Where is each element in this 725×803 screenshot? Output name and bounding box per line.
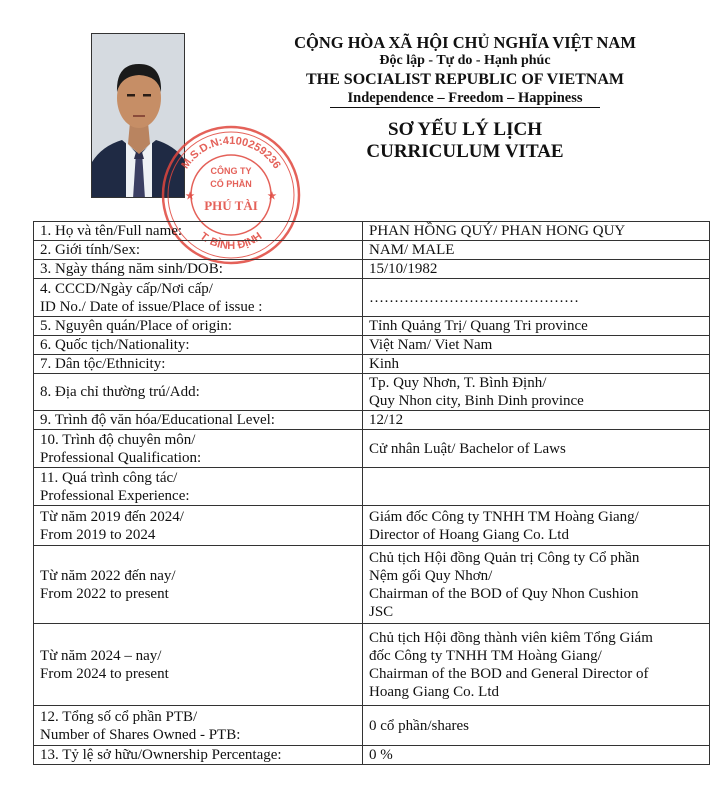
cv-field-label bbox=[34, 546, 363, 624]
label-line: Professional Experience: bbox=[40, 487, 190, 504]
document-title-vi: SƠ YẾU LÝ LỊCH bbox=[388, 119, 542, 140]
value-line: 15/10/1982 bbox=[369, 261, 438, 277]
cv-row bbox=[34, 468, 710, 506]
cv-row bbox=[34, 546, 710, 624]
value-line: 12/12 bbox=[369, 412, 404, 428]
value-line: Tỉnh Quảng Trị/ Quang Tri province bbox=[369, 318, 588, 334]
cv-field-value bbox=[363, 241, 710, 260]
seal-text-top: M.S.D.N:4100259236 bbox=[179, 134, 283, 172]
value-line: Quy Nhon city, Binh Dinh province bbox=[369, 393, 584, 409]
cv-field-label bbox=[34, 222, 363, 241]
label-line: From 2019 to 2024 bbox=[40, 526, 156, 543]
cv-field-value bbox=[363, 706, 710, 746]
header-divider bbox=[330, 107, 600, 108]
label-line: 13. Tỷ lệ sở hữu/Ownership Percentage: bbox=[40, 747, 282, 763]
cv-row bbox=[34, 411, 710, 430]
value-line: 0 % bbox=[369, 747, 393, 763]
value-line: Tp. Quy Nhơn, T. Bình Định/ bbox=[369, 375, 547, 391]
cv-field-label bbox=[34, 430, 363, 468]
label-line: 9. Trình độ văn hóa/Educational Level: bbox=[40, 412, 275, 428]
national-motto-en: Independence – Freedom – Happiness bbox=[347, 90, 583, 106]
svg-text:★: ★ bbox=[185, 191, 195, 202]
label-line: Professional Qualification: bbox=[40, 449, 202, 466]
cv-field-label bbox=[34, 706, 363, 746]
cv-field-value bbox=[363, 222, 710, 241]
cv-field-value bbox=[363, 336, 710, 355]
cv-field-label bbox=[34, 241, 363, 260]
cv-field-value bbox=[363, 279, 710, 317]
national-motto-vi: Độc lập - Tự do - Hạnh phúc bbox=[379, 53, 551, 68]
cv-row bbox=[34, 222, 710, 241]
label-line: Từ năm 2022 đến nay/ bbox=[40, 567, 176, 584]
value-line: Director of Hoang Giang Co. Ltd bbox=[369, 526, 569, 543]
cv-field-value bbox=[363, 746, 710, 765]
label-line: Từ năm 2024 – nay/ bbox=[40, 647, 162, 664]
cv-row bbox=[34, 430, 710, 468]
value-line: Hoang Giang Co. Ltd bbox=[369, 683, 499, 700]
cv-field-value bbox=[363, 317, 710, 336]
value-line: đốc Công ty TNHH TM Hoàng Giang/ bbox=[369, 647, 602, 664]
cv-field-label bbox=[34, 317, 363, 336]
cv-row bbox=[34, 260, 710, 279]
value-line: Cử nhân Luật/ Bachelor of Laws bbox=[369, 440, 566, 457]
cv-field-label bbox=[34, 374, 363, 411]
cv-table bbox=[33, 221, 710, 765]
value-line: Nệm gối Quy Nhơn/ bbox=[369, 567, 493, 584]
cv-field-label bbox=[34, 624, 363, 706]
value-line: Chủ tịch Hội đồng thành viên kiêm Tổng Giám bbox=[369, 629, 653, 646]
label-line: 11. Quá trình công tác/ bbox=[40, 469, 178, 486]
cv-field-value bbox=[363, 546, 710, 624]
label-line: 1. Họ và tên/Full name: bbox=[40, 223, 183, 239]
cv-field-label bbox=[34, 355, 363, 374]
label-line: 12. Tổng số cổ phần PTB/ bbox=[40, 708, 198, 725]
document-header bbox=[270, 33, 660, 163]
label-line: Từ năm 2019 đến 2024/ bbox=[40, 508, 184, 525]
cv-field-label bbox=[34, 506, 363, 546]
cv-field-value bbox=[363, 430, 710, 468]
national-title-en: THE SOCIALIST REPUBLIC OF VIETNAM bbox=[306, 71, 624, 88]
label-line: 2. Giới tính/Sex: bbox=[40, 242, 141, 258]
value-line: …………………………………… bbox=[369, 289, 579, 306]
cv-field-value bbox=[363, 624, 710, 706]
cv-field-value bbox=[363, 506, 710, 546]
cv-field-label bbox=[34, 411, 363, 430]
value-line: Giám đốc Công ty TNHH TM Hoàng Giang/ bbox=[369, 508, 639, 525]
cv-row bbox=[34, 374, 710, 411]
cv-field-label bbox=[34, 746, 363, 765]
seal-text-bottom: T. BÌNH ĐỊNH bbox=[197, 230, 265, 253]
cv-row bbox=[34, 279, 710, 317]
label-line: 7. Dân tộc/Ethnicity: bbox=[40, 356, 166, 372]
label-line: 5. Nguyên quán/Place of origin: bbox=[40, 318, 233, 334]
cv-row bbox=[34, 355, 710, 374]
cv-field-label bbox=[34, 468, 363, 506]
seal-text-company: CÔNG TY bbox=[210, 166, 252, 176]
cv-row bbox=[34, 624, 710, 706]
value-line: JSC bbox=[369, 603, 394, 620]
label-line: ID No./ Date of issue/Place of issue : bbox=[40, 298, 263, 315]
label-line: 4. CCCD/Ngày cấp/Nơi cấp/ bbox=[40, 280, 213, 297]
cv-field-label bbox=[34, 279, 363, 317]
cv-field-value bbox=[363, 355, 710, 374]
national-title-vi: CỘNG HÒA XÃ HỘI CHỦ NGHĨA VIỆT NAM bbox=[294, 33, 636, 52]
value-line: Việt Nam/ Viet Nam bbox=[369, 337, 493, 353]
value-line: Chairman of the BOD of Quy Nhon Cushion bbox=[369, 585, 639, 602]
label-line: From 2024 to present bbox=[40, 665, 169, 682]
label-line: 3. Ngày tháng năm sinh/DOB: bbox=[40, 261, 223, 277]
value-line: 0 cổ phần/shares bbox=[369, 717, 469, 734]
cv-row bbox=[34, 706, 710, 746]
value-line: NAM/ MALE bbox=[369, 242, 455, 258]
svg-text:★: ★ bbox=[267, 191, 277, 202]
cv-row bbox=[34, 746, 710, 765]
label-line: 10. Trình độ chuyên môn/ bbox=[40, 431, 196, 448]
value-line: PHAN HỒNG QUÝ/ PHAN HONG QUY bbox=[369, 223, 626, 239]
label-line: 8. Địa chỉ thường trú/Add: bbox=[40, 384, 200, 400]
cv-field-value bbox=[363, 260, 710, 279]
label-line: Number of Shares Owned - PTB: bbox=[40, 726, 241, 743]
cv-row bbox=[34, 336, 710, 355]
document-title-en: CURRICULUM VITAE bbox=[366, 141, 564, 162]
cv-row bbox=[34, 506, 710, 546]
cv-field-value bbox=[363, 411, 710, 430]
seal-text-jsc: CỔ PHẦN bbox=[210, 179, 252, 189]
label-line: From 2022 to present bbox=[40, 585, 169, 602]
cv-field-label bbox=[34, 336, 363, 355]
cv-field-value bbox=[363, 374, 710, 411]
cv-field-value bbox=[363, 468, 710, 506]
cv-field-label bbox=[34, 260, 363, 279]
value-line: Chủ tịch Hội đồng Quản trị Công ty Cổ phần bbox=[369, 549, 640, 566]
value-line: Kinh bbox=[369, 356, 399, 372]
seal-text-name: PHÚ TÀI bbox=[204, 198, 258, 213]
label-line: 6. Quốc tịch/Nationality: bbox=[40, 337, 190, 353]
cv-row bbox=[34, 317, 710, 336]
cv-row bbox=[34, 241, 710, 260]
value-line: Chairman of the BOD and General Director of bbox=[369, 665, 649, 682]
